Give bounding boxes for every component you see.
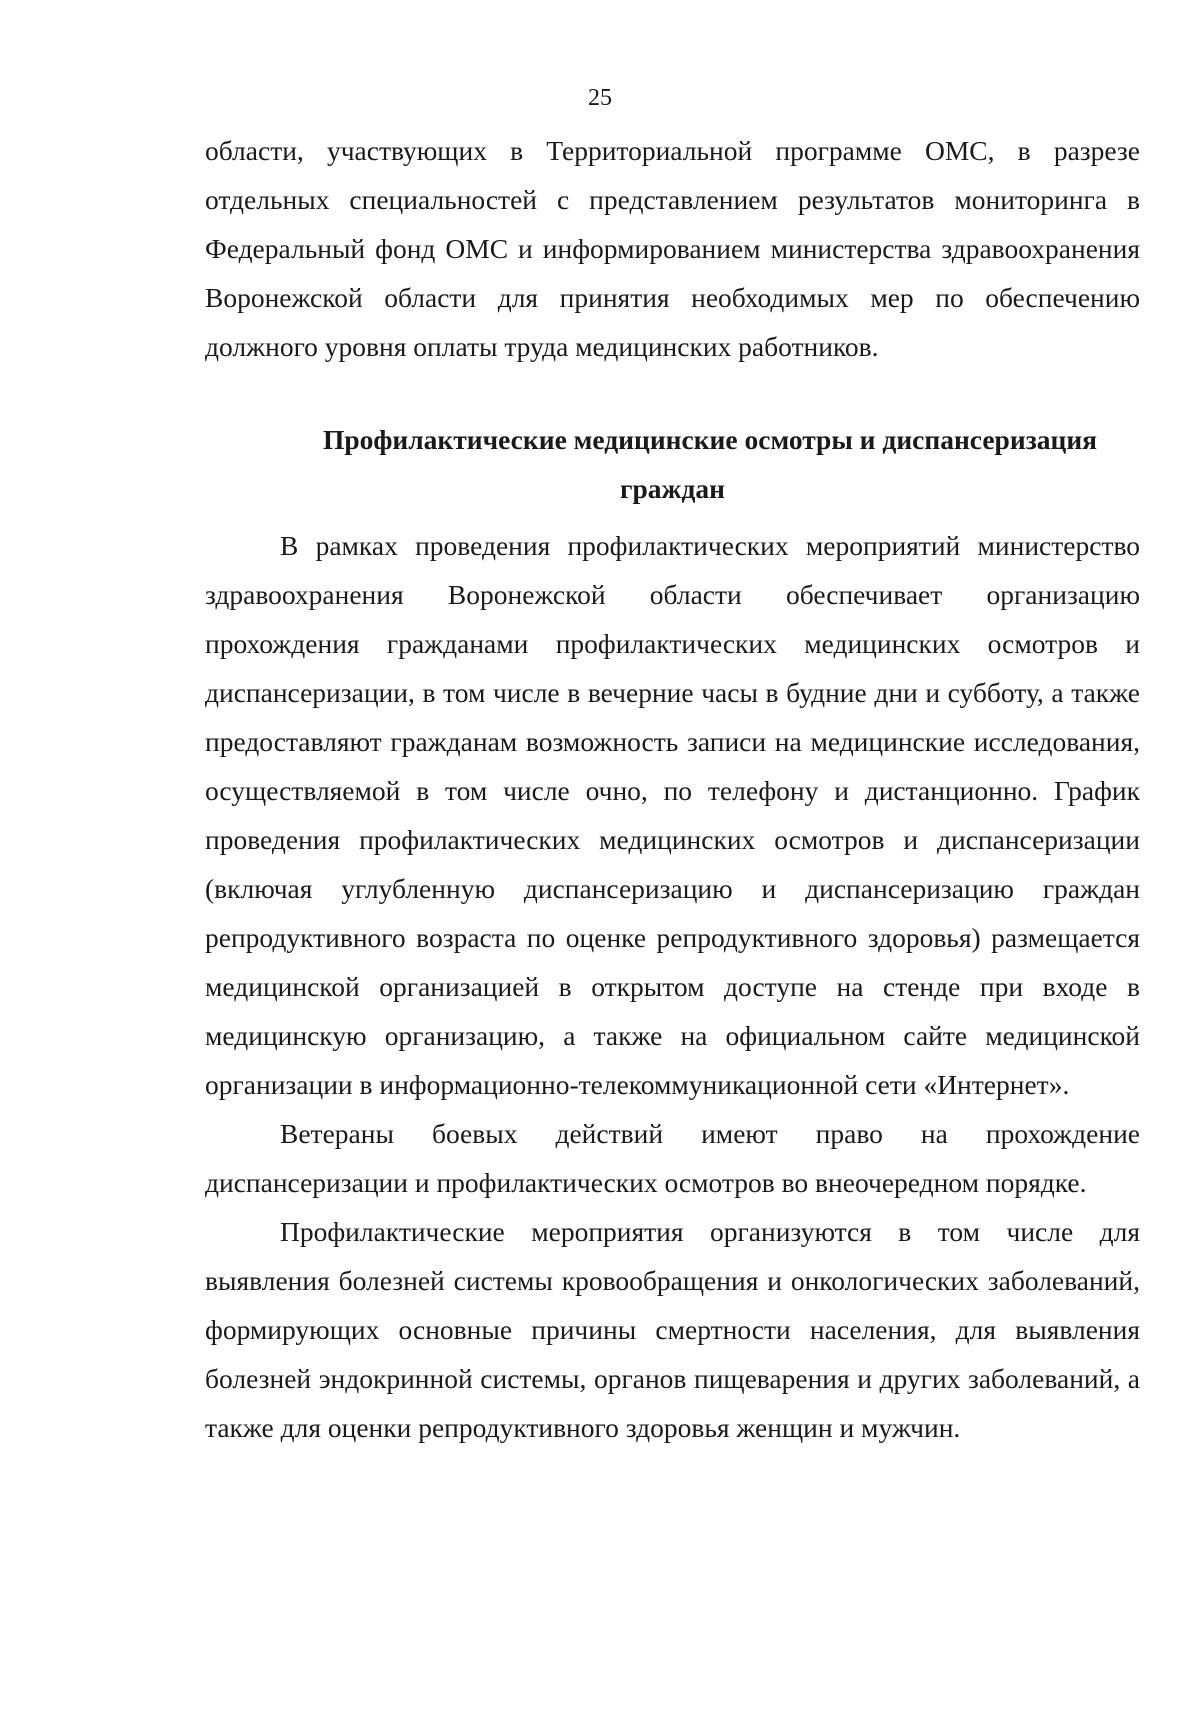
paragraph-screening-organization: В рамках проведения профилактических мероприятий министерство здравоохранения Воронежской области обеспечивает организацию прохождения гражданами профилактических медицинских осмотров и диспансеризации, в том числе в вечерние часы в будние дни и субботу, а также предоставляют гражданам возможность записи на медицинские исследования, осуществляемой в том числе очно, по телефону и дистанционно. График проведения профилактических медицинских осмотров и диспансеризации (включая углубленную диспансеризацию и диспансеризацию граждан репродуктивного возраста по оценке репродуктивного здоровья) размещается медицинской организацией в открытом доступе на стенде при входе в медицинскую организацию, а также на официальном сайте медицинской организации в информационно-телекоммуникационной сети «Интернет». — [205, 530, 1140, 1100]
section-heading: Профилактические медицинские осмотры и диспансеризация граждан — [322, 424, 1098, 504]
page-number: 25 — [588, 85, 612, 111]
continued-paragraph: области, участвующих в Территориальной программе ОМС, в разрезе отдельных специальностей с представлением результатов мониторинга в Федеральный фонд ОМС и информированием министерства здравоохранения Воронежской области для принятия необходимых мер по обеспечению должного уровня оплаты труда медицинских работников. — [205, 135, 1140, 362]
document-body — [205, 126, 1140, 1452]
paragraph-preventive-measures: Профилактические мероприятия организуются в том числе для выявления болезней системы кровообращения и онкологических заболеваний, формирующих основные причины смертности населения, для выявления болезней эндокринной системы, органов пищеварения и других заболеваний, а также для оценки репродуктивного здоровья женщин и мужчин. — [205, 1216, 1140, 1443]
paragraph-veterans: Ветераны боевых действий имеют право на прохождение диспансеризации и профилактических осмотров во внеочередном порядке. — [205, 1118, 1140, 1198]
